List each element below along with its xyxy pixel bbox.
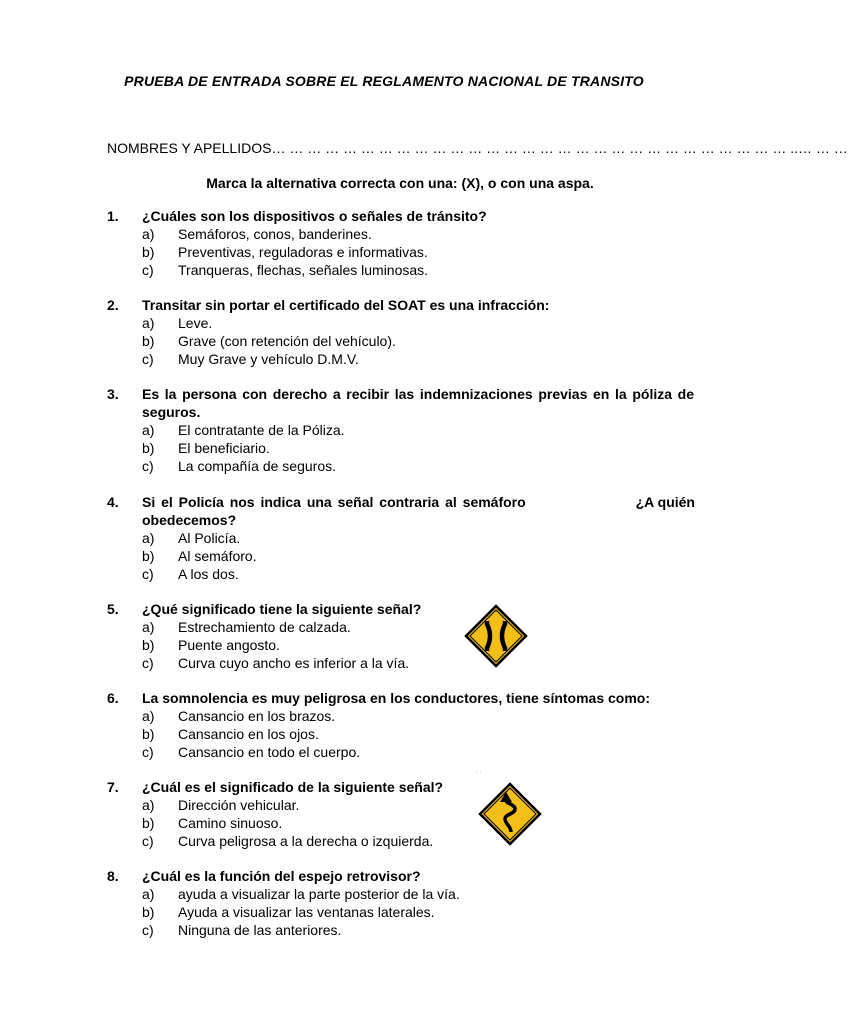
option-text: El beneficiario. [178, 440, 270, 456]
option-letter: b) [142, 726, 155, 742]
question-text: Transitar sin portar el certificado del SOAT es una infracción: [142, 297, 550, 313]
question-number: 1. [107, 208, 119, 224]
option-letter: c) [142, 458, 154, 474]
option-a[interactable] [107, 707, 695, 725]
option-letter: a) [142, 422, 155, 438]
option-letter: c) [142, 566, 154, 582]
option-letter: b) [142, 815, 155, 831]
option-letter: a) [142, 619, 155, 635]
question-number: 8. [107, 868, 119, 884]
option-letter: c) [142, 262, 154, 278]
option-b[interactable] [107, 814, 695, 832]
question-number: 5. [107, 601, 119, 617]
question-text-end: ¿A quién [635, 494, 695, 510]
option-text: Semáforos, conos, banderines. [178, 226, 372, 242]
option-letter: a) [142, 708, 155, 724]
option-a[interactable] [107, 796, 695, 814]
option-letter: b) [142, 637, 155, 653]
page-title: PRUEBA DE ENTRADA SOBRE EL REGLAMENTO NACIONAL DE TRANSITO [124, 73, 644, 89]
question-number: 4. [107, 494, 119, 510]
option-letter: b) [142, 244, 155, 260]
instruction-text: Marca la alternativa correcta con una: (X), o con una aspa. [206, 175, 594, 191]
winding-road-sign-icon [478, 782, 542, 846]
option-letter: c) [142, 744, 154, 760]
option-text: Grave (con retención del vehículo). [178, 333, 396, 349]
option-c[interactable] [107, 350, 695, 368]
option-text: A los dos. [178, 566, 239, 582]
option-text: Cansancio en todo el cuerpo. [178, 744, 361, 760]
option-letter: b) [142, 548, 155, 564]
option-text: Preventivas, reguladoras e informativas. [178, 244, 428, 260]
option-b[interactable] [107, 636, 695, 654]
option-text: Puente angosto. [178, 637, 280, 653]
option-text: Dirección vehicular. [178, 797, 300, 813]
option-text: Muy Grave y vehículo D.M.V. [178, 351, 359, 367]
option-a[interactable] [107, 618, 695, 636]
option-text: Camino sinuoso. [178, 815, 283, 831]
option-b[interactable] [107, 439, 695, 457]
option-letter: c) [142, 655, 154, 671]
question-text: La somnolencia es muy peligrosa en los conductores, tiene síntomas como: [142, 690, 651, 706]
question-1 [107, 207, 695, 279]
option-b[interactable] [107, 725, 695, 743]
question-text: ¿Cuál es la función del espejo retrovisor? [142, 868, 421, 884]
option-c[interactable] [107, 457, 695, 475]
option-b[interactable] [107, 547, 695, 565]
sign-artifact-marks: · · [476, 770, 482, 776]
question-text: Si el Policía nos indica una señal contraria al semáforo [142, 494, 526, 510]
question-number: 3. [107, 386, 119, 402]
option-text: Tranqueras, flechas, señales luminosas. [178, 262, 429, 278]
option-c[interactable] [107, 565, 695, 583]
option-letter: a) [142, 530, 155, 546]
option-letter: a) [142, 315, 155, 331]
option-c[interactable] [107, 743, 695, 761]
option-text: Estrechamiento de calzada. [178, 619, 351, 635]
option-text: Leve. [178, 315, 213, 331]
question-6 [107, 689, 695, 761]
question-text: ¿Cuáles son los dispositivos o señales de tránsito? [142, 208, 487, 224]
option-a[interactable] [107, 529, 695, 547]
question-7 [107, 778, 695, 850]
question-text: ¿Qué significado tiene la siguiente señal? [142, 601, 422, 617]
question-number: 2. [107, 297, 119, 313]
option-a[interactable] [107, 225, 695, 243]
option-text: Ayuda a visualizar las ventanas laterales. [178, 904, 435, 920]
option-letter: b) [142, 440, 155, 456]
question-5 [107, 600, 695, 672]
option-text: Cansancio en los brazos. [178, 708, 336, 724]
option-text: Al semáforo. [178, 548, 257, 564]
option-c[interactable] [107, 261, 695, 279]
option-text: ayuda a visualizar la parte posterior de la vía. [178, 886, 460, 902]
option-letter: b) [142, 333, 155, 349]
option-c[interactable] [107, 654, 695, 672]
option-b[interactable] [107, 903, 695, 921]
option-text: Curva peligrosa a la derecha o izquierda. [178, 833, 434, 849]
option-b[interactable] [107, 332, 695, 350]
option-a[interactable] [107, 314, 695, 332]
option-letter: b) [142, 904, 155, 920]
option-letter: c) [142, 922, 154, 938]
question-number: 7. [107, 779, 119, 795]
option-letter: a) [142, 886, 155, 902]
narrow-bridge-sign-icon [464, 604, 528, 668]
question-text: Es la persona con derecho a recibir las indemnizaciones previas en la póliza de seguros. [142, 386, 694, 420]
option-a[interactable] [107, 885, 695, 903]
option-a[interactable] [107, 421, 695, 439]
option-letter: a) [142, 797, 155, 813]
option-text: Ninguna de las anteriores. [178, 922, 342, 938]
option-c[interactable] [107, 832, 695, 850]
question-4 [107, 493, 695, 583]
option-b[interactable] [107, 243, 695, 261]
option-text: Al Policía. [178, 530, 241, 546]
option-text: El contratante de la Póliza. [178, 422, 345, 438]
question-8 [107, 867, 695, 939]
option-c[interactable] [107, 921, 695, 939]
option-text: Cansancio en los ojos. [178, 726, 319, 742]
question-number: 6. [107, 690, 119, 706]
option-letter: c) [142, 833, 154, 849]
option-text: Curva cuyo ancho es inferior a la vía. [178, 655, 410, 671]
question-text-line2: obedecemos? [142, 512, 237, 528]
option-text: La compañía de seguros. [178, 458, 336, 474]
question-text: ¿Cuál es el significado de la siguiente señal? [142, 779, 444, 795]
question-2 [107, 296, 695, 368]
names-field-line: NOMBRES Y APELLIDOS… … … … … … … … … … … … … … … … … … … … … … … … … … … … … ..… … … [107, 140, 848, 156]
question-3 [107, 385, 695, 475]
option-letter: c) [142, 351, 154, 367]
option-letter: a) [142, 226, 155, 242]
